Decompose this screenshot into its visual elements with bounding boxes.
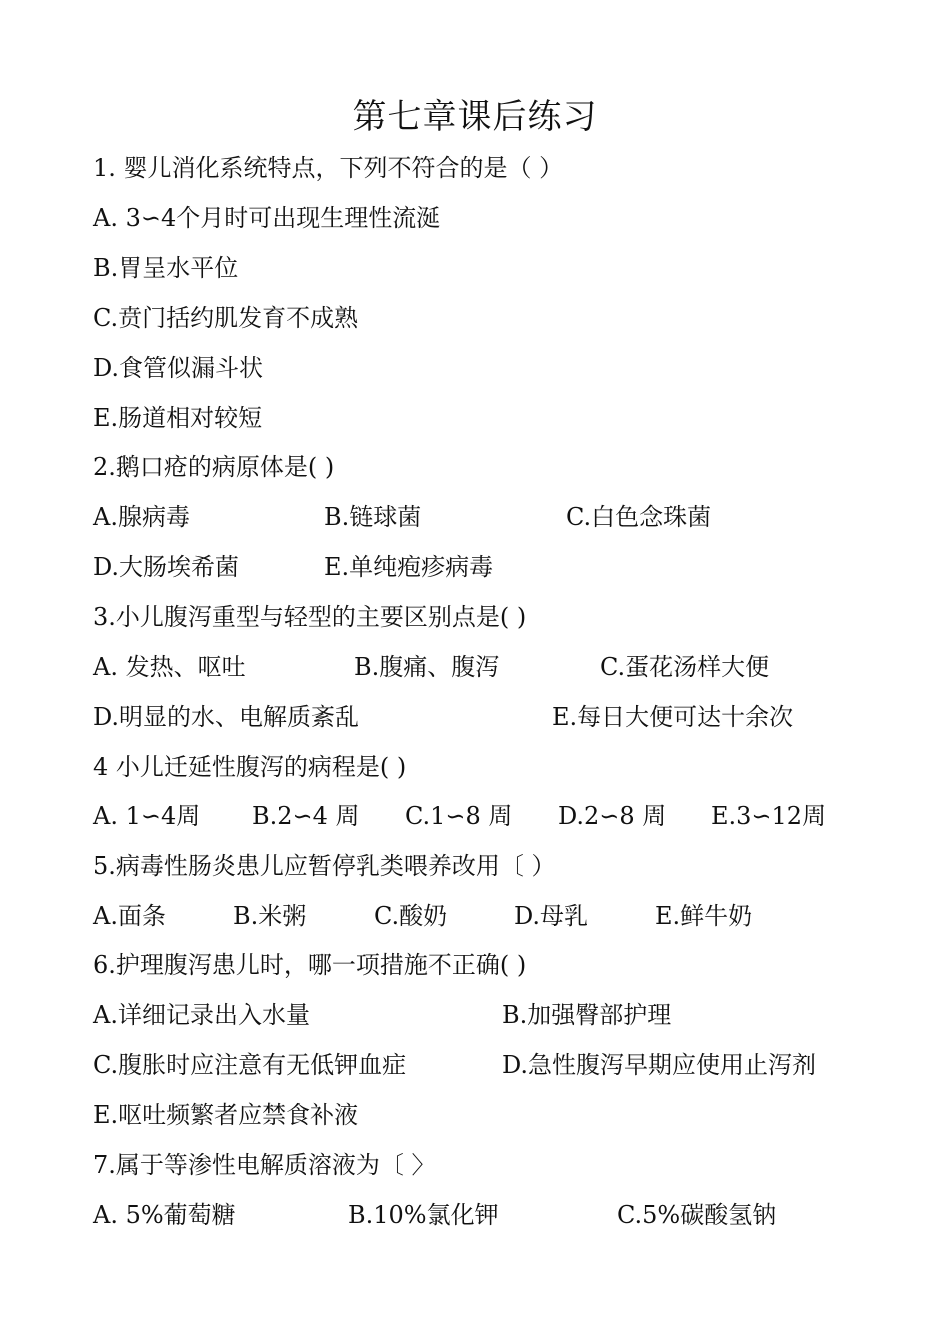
question-6-stem: 6.护理腹泻患儿时，哪一项措施不正确( ): [93, 951, 527, 979]
question-5-option-c: C.酸奶: [374, 902, 448, 930]
question-3-stem: 3.小儿腹泻重型与轻型的主要区别点是( ): [93, 603, 527, 631]
question-1-option-a: A. 3∽4个月时可出现生理性流涎: [93, 204, 441, 232]
question-3-option-d: D.明显的水、电解质紊乱: [93, 703, 360, 731]
question-3-option-c: C.蛋花汤样大便: [600, 653, 770, 681]
question-6-options-row-1: [93, 998, 853, 1032]
question-1-option-b: B.胃呈水平位: [93, 254, 239, 282]
question-1-option-e: E.肠道相对较短: [93, 404, 263, 432]
question-5-options-row: [93, 899, 853, 933]
question-6-options-row-2: [93, 1048, 853, 1082]
question-1-option-d: D.食管似漏斗状: [93, 354, 264, 382]
question-2-options-row-2: [93, 550, 853, 584]
question-6-option-a: A.详细记录出入水量: [93, 1001, 310, 1029]
question-6-option-c: C.腹胀时应注意有无低钾血症: [93, 1051, 407, 1079]
question-7-option-a: A. 5%葡萄糖: [93, 1201, 236, 1229]
question-6-option-d: D.急性腹泻早期应使用止泻剂: [502, 1051, 817, 1079]
question-5-option-a: A.面条: [93, 902, 166, 930]
question-2-option-e: E.单纯疱疹病毒: [324, 553, 494, 581]
page-title: 第七章课后练习: [352, 97, 598, 137]
question-2-option-d: D.大肠埃希菌: [93, 553, 240, 581]
question-3-option-e: E.每日大便可达十余次: [552, 703, 794, 731]
question-3-options-row-1: [93, 650, 853, 684]
question-6-option-b: B.加强臀部护理: [502, 1001, 672, 1029]
question-4-option-d: D.2∽8 周: [558, 802, 667, 830]
question-7-option-c: C.5%碳酸氢钠: [617, 1201, 777, 1229]
question-4-options-row: [93, 799, 853, 833]
question-2-option-b: B.链球菌: [324, 503, 422, 531]
question-2-option-c: C.白色念珠菌: [566, 503, 712, 531]
question-5-option-b: B.米粥: [233, 902, 307, 930]
question-4-stem: 4 小儿迁延性腹泻的病程是( ): [93, 753, 407, 781]
question-1-stem: 1. 婴儿消化系统特点，下列不符合的是（ ）: [93, 154, 564, 182]
question-7-stem: 7.属于等渗性电解质溶液为〔 〉: [93, 1151, 436, 1179]
question-7-option-b: B.10%氯化钾: [348, 1201, 499, 1229]
question-2-stem: 2.鹅口疮的病原体是( ): [93, 453, 335, 481]
question-3-option-a: A. 发热、呕吐: [93, 653, 246, 681]
question-4-option-c: C.1∽8 周: [405, 802, 513, 830]
question-5-option-e: E.鲜牛奶: [655, 902, 753, 930]
question-3-options-row-2: [93, 700, 853, 734]
question-4-option-a: A. 1∽4周: [93, 802, 201, 830]
question-4-option-b: B.2∽4 周: [252, 802, 360, 830]
question-5-stem: 5.病毒性肠炎患儿应暂停乳类喂养改用〔 ）: [93, 852, 556, 880]
question-3-option-b: B.腹痛、腹泻: [354, 653, 500, 681]
question-2-option-a: A.腺病毒: [93, 503, 190, 531]
question-6-option-e: E.呕吐频繁者应禁食补液: [93, 1101, 359, 1129]
question-7-options-row: [93, 1198, 853, 1232]
question-5-option-d: D.母乳: [514, 902, 589, 930]
question-1-option-c: C.贲门括约肌发育不成熟: [93, 304, 359, 332]
question-4-option-e: E.3∽12周: [711, 802, 827, 830]
question-2-options-row-1: [93, 500, 853, 534]
